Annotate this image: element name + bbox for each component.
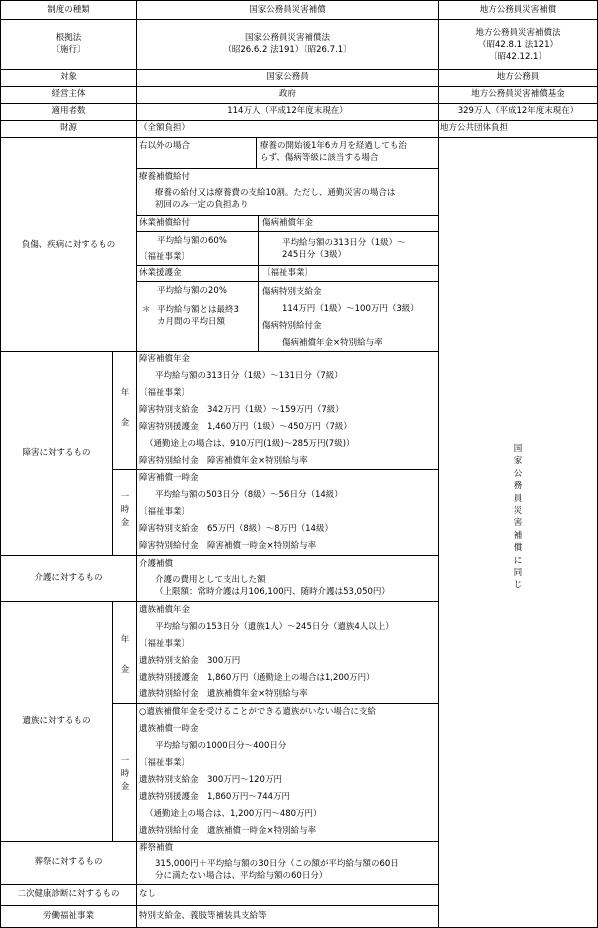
injury-special-pay: 傷病補償年金×特別給与率 [282, 338, 383, 348]
labor-label: 労働福祉事業 [42, 911, 94, 921]
disability-annuity-line2: 〔福祉事業〕 [139, 388, 191, 398]
survivor-annuity-label: 年金 [120, 635, 130, 675]
law-local-date1: （昭42.8.1 法121） [478, 40, 558, 50]
care-title: 介護補償 [139, 559, 174, 569]
injury-welfare-left: 〔福祉事業〕 [139, 252, 191, 262]
injury-aid-title: 休業援護金 [139, 268, 182, 278]
operator-label: 経営主体 [51, 89, 86, 99]
secondary-value: なし [139, 889, 157, 899]
injury-pension-line2: 245日分（3級） [282, 250, 347, 260]
injury-medical-title: 療養補償給付 [139, 172, 191, 182]
law-national-dates: （昭26.6.2 法191）〔昭26.7.1〕 [223, 45, 352, 55]
injury-special-title: 傷病特別支給金 [262, 287, 322, 297]
survivor-lump-line6: （通勤途上の場合は、1,200万円～480万円） [145, 809, 322, 819]
injury-special-pay-title: 傷病特別給付金 [262, 321, 322, 331]
funeral-line2: 分に満たない場合は、平均給与額の60日分） [155, 871, 328, 881]
disability-annuity-line3: 障害特別支給金 342万円（1級）～159万円（7級） [139, 405, 344, 415]
disability-annuity-line4: 障害特別援護金 1,460万円（1級）～450万円（7級） [139, 422, 352, 432]
header-national: 国家公務員災害補償 [249, 5, 326, 15]
covered-label: 適用者数 [51, 106, 86, 116]
injury-note-line2: カ月間の平均日額 [157, 317, 226, 327]
disability-lump-line3: 障害特別支給金 65万円（8級）～8万円（14級） [139, 524, 333, 534]
survivor-annuity-line1: 平均給与額の153日分（遺族1人）～245日分（遺族4人以上） [155, 622, 394, 632]
disability-annuity-line6: 障害特別給付金 障害補償年金×特別給与率 [139, 456, 308, 466]
law-local-name: 地方公務員災害補償法 [475, 28, 561, 38]
survivor-lump-line0: ○遺族補償年金を受けることができる遺族がいない場合に支給 [139, 707, 376, 717]
operator-local: 地方公務員災害補償基金 [471, 89, 565, 99]
funeral-line1: 315,000円＋平均給与額の30日分（この額が平均給与額の60日 [155, 859, 399, 869]
disability-lump-label: 一時金 [120, 492, 130, 528]
survivor-annuity-line2: 〔福祉事業〕 [139, 639, 191, 649]
injury-chronic-line2: らず、傷病等級に該当する場合 [260, 153, 379, 163]
funding-national: （全額負担） [139, 123, 191, 133]
target-local: 地方公務員 [496, 72, 540, 82]
injury-note-line1: 平均給与額とは最終3 [157, 305, 239, 315]
survivor-annuity-line5: 遺族特別給付金 遺族補償年金×特別給与率 [139, 689, 308, 699]
law-local-date2: 〔昭42.12.1〕 [489, 52, 547, 62]
disability-label: 障害に対するもの [22, 448, 91, 458]
injury-aid-amount: 平均給与額の20% [157, 286, 227, 296]
target-label: 対象 [59, 72, 77, 82]
survivor-lump-line3: 〔福祉事業〕 [139, 758, 191, 768]
survivor-lump-line2: 平均給与額の1000日分～400日分 [155, 741, 287, 751]
funding-local: 地方公共団体負担 [440, 123, 509, 133]
funeral-label: 葬祭に対するもの [34, 857, 103, 867]
survivor-lump-line4: 遺族特別支給金 300万円～120万円 [139, 775, 282, 785]
injury-welfare-right: 〔福祉事業〕 [262, 268, 314, 278]
header-type: 制度の種類 [47, 5, 90, 15]
operator-national: 政府 [278, 89, 296, 99]
covered-local: 329万人（平成12年度末現在） [457, 106, 579, 116]
disability-annuity-line5: （通勤途上の場合は、910万円(1級)～285万円(7級)） [145, 439, 355, 449]
disability-annuity-line0: 障害補償年金 [139, 354, 191, 364]
survivor-lump-line1: 遺族補償一時金 [139, 724, 199, 734]
injury-leave-title: 休業補償給付 [139, 218, 191, 228]
injury-pension-line1: 平均給与額の313日分（1級）～ [282, 238, 406, 248]
care-line2: （上限額：常時介護は月106,100円、随時介護は53,050円） [155, 587, 390, 597]
injury-pension-title: 傷病補償年金 [262, 218, 314, 228]
disability-annuity-line1: 平均給与額の313日分（1級）～131日分（7級） [155, 371, 343, 381]
care-line1: 介護の費用として支出した額 [155, 575, 266, 585]
secondary-value-cell [136, 884, 439, 906]
injury-special-amount: 114万円（1級）～100万円（3級） [282, 304, 419, 314]
care-label: 介護に対するもの [34, 573, 103, 583]
law-label-enforced: 〔施行〕 [51, 45, 86, 55]
injury-medical-line1: 療養の給付又は療養費の支給10割。ただし、通勤災害の場合は [155, 188, 396, 198]
labor-value: 特別支給金、義肢等補装具支給等 [139, 911, 267, 921]
header-local: 地方公務員災害補償 [479, 5, 557, 15]
injury-medical-line2: 初回のみ一定の負担あり [155, 200, 249, 210]
funding-label: 財源 [59, 123, 77, 133]
survivor-lump-label: 一時金 [120, 756, 130, 792]
survivor-lump-line7: 遺族特別給付金 遺族補償一時金×特別給与率 [139, 826, 317, 836]
disability-lump-line0: 障害補償一時金 [139, 473, 199, 483]
injury-chronic-line1: 療養の開始後1年6カ月を経過しても治 [260, 141, 407, 151]
survivor-annuity-line4: 遺族特別援護金 1,860万円（通勤途上の場合は1,200万円） [139, 673, 375, 683]
secondary-label: 二次健康診断に対するもの [17, 889, 120, 899]
funeral-title: 葬祭補償 [139, 843, 174, 853]
survivor-annuity-line3: 遺族特別支給金 300万円 [139, 656, 241, 666]
law-label: 根拠法 [55, 33, 82, 43]
disability-lump-line4: 障害特別給付金 障害補償一時金×特別給与率 [139, 541, 317, 551]
survivor-label: 遺族に対するもの [22, 716, 91, 726]
law-national-name: 国家公務員災害補償法 [244, 33, 330, 43]
target-national: 国家公務員 [266, 72, 309, 82]
survivor-lump-line5: 遺族特別援護金 1,860万円～744万円 [139, 792, 291, 802]
covered-national: 114万人（平成12年度末現在） [227, 106, 348, 116]
injury-other-case: 右以外の場合 [139, 141, 191, 151]
injury-label: 負傷、疾病に対するもの [21, 240, 116, 250]
local-same-text: 国 家 公 務 員 災 害 補 償 に 同 じ [513, 444, 523, 591]
survivor-annuity-line0: 遺族補償年金 [139, 605, 191, 615]
injury-leave-amount: 平均給与額の60% [157, 236, 227, 246]
injury-note-mark: ＊ [142, 305, 151, 315]
disability-lump-line1: 平均給与額の503日分（8級）～56日分（14級） [155, 490, 343, 500]
disability-annuity-label: 年金 [120, 388, 130, 428]
disability-lump-line2: 〔福祉事業〕 [139, 507, 191, 517]
